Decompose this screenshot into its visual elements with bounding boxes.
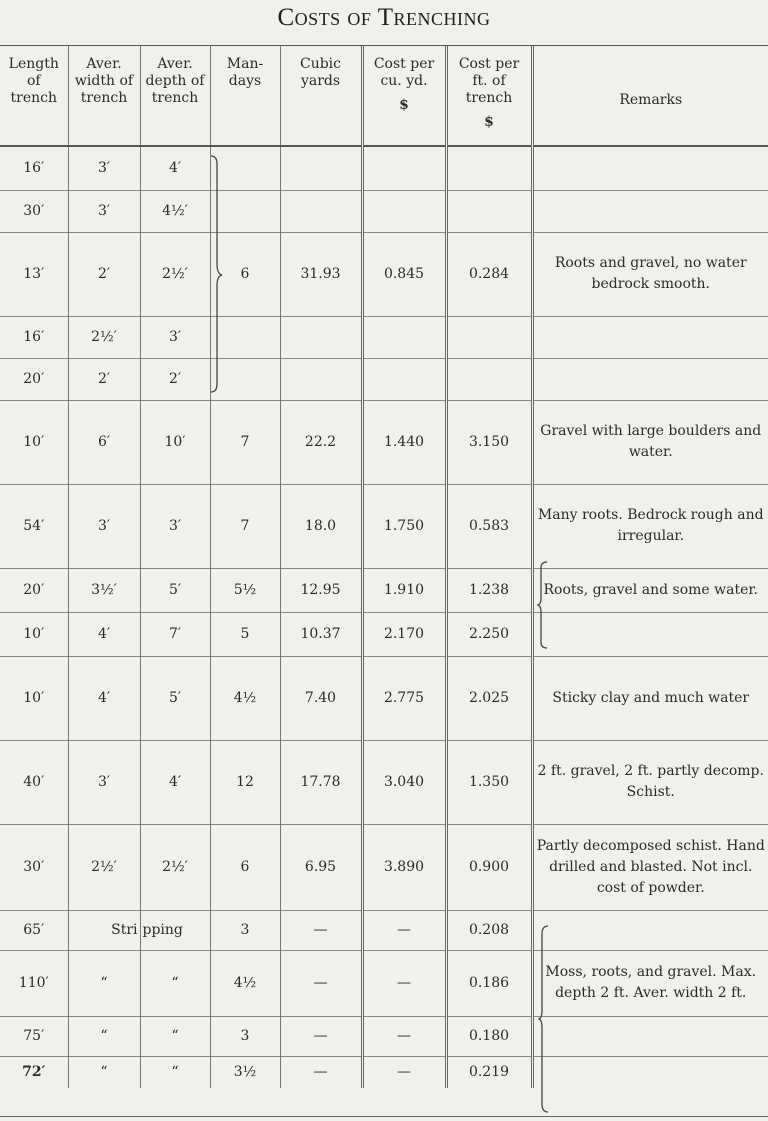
cell-cost-per-foot: 0.180 xyxy=(446,1016,532,1056)
cell-mandays: 3½ xyxy=(210,1056,280,1088)
table-row xyxy=(0,484,768,568)
cell-depth: 2′ xyxy=(140,358,210,400)
cell-remarks xyxy=(532,1016,768,1056)
cell-cost-per-foot: 3.150 xyxy=(446,400,532,484)
cell-cubic-yards: — xyxy=(280,1016,362,1056)
cell-cubic-yards: — xyxy=(280,910,362,950)
bottom-rule xyxy=(0,1116,768,1117)
table-row xyxy=(0,824,768,910)
cell-length: 65′ xyxy=(0,910,68,950)
cell-depth: 2½′ xyxy=(140,232,210,316)
cell-remarks: 2 ft. gravel, 2 ft. partly decomp. Schist. xyxy=(537,763,764,800)
cell-depth: 10′ xyxy=(140,400,210,484)
cell-cost-per-foot: 1.238 xyxy=(446,568,532,612)
cell-mandays: 3 xyxy=(210,910,280,950)
cell-cost-per-foot: 0.186 xyxy=(446,950,532,1016)
table-row xyxy=(0,358,768,400)
cell-mandays: 6 xyxy=(210,232,280,316)
cell-cubic-yards: 18.0 xyxy=(280,484,362,568)
cell-depth: 5′ xyxy=(140,568,210,612)
cell-remarks xyxy=(532,190,768,232)
cell-depth: 2½′ xyxy=(140,824,210,910)
cell-cost-per-yard: 1.440 xyxy=(362,400,446,484)
cell-cost-per-yard: — xyxy=(362,1056,446,1088)
cell-width: 4′ xyxy=(68,612,140,656)
left-brace-icon xyxy=(537,560,549,650)
table-row xyxy=(0,400,768,484)
header-cost-per-foot xyxy=(446,46,532,146)
trenching-cost-table xyxy=(0,46,768,1088)
cell-cost-per-foot xyxy=(446,190,532,232)
cell-mandays: 7 xyxy=(210,484,280,568)
table-row xyxy=(0,612,768,656)
table-row xyxy=(0,232,768,316)
cell-length: 10′ xyxy=(0,400,68,484)
cell-cost-per-yard xyxy=(362,316,446,358)
header-depth: Aver. depth of trench xyxy=(140,46,210,146)
cell-width: 3′ xyxy=(68,146,140,190)
cell-width: 3′ xyxy=(68,190,140,232)
cell-length: 13′ xyxy=(0,232,68,316)
table-row xyxy=(0,740,768,824)
cell-cost-per-foot: 2.250 xyxy=(446,612,532,656)
cell-width: 6′ xyxy=(68,400,140,484)
table-row xyxy=(0,1016,768,1056)
cell-width: “ xyxy=(68,1056,140,1088)
cell-depth: 4′ xyxy=(140,146,210,190)
cell-width: 2′ xyxy=(68,232,140,316)
header-length: Length of trench xyxy=(0,46,68,146)
cell-length: 16′ xyxy=(0,316,68,358)
cell-width: 3′ xyxy=(68,484,140,568)
cell-cubic-yards: — xyxy=(280,950,362,1016)
cell-cost-per-foot: 0.900 xyxy=(446,824,532,910)
header-remarks: Remarks xyxy=(619,92,683,108)
table-row xyxy=(0,656,768,740)
cell-cost-per-foot: 0.208 xyxy=(446,910,532,950)
cell-length: 10′ xyxy=(0,612,68,656)
left-brace-icon xyxy=(538,924,550,1114)
cell-width: “ xyxy=(68,950,140,1016)
cell-width: “ xyxy=(68,1016,140,1056)
cell-mandays: 5 xyxy=(210,612,280,656)
cell-length: 20′ xyxy=(0,358,68,400)
cell-cubic-yards: 10.37 xyxy=(280,612,362,656)
cell-depth: “ xyxy=(140,950,210,1016)
header-cubic-yards: Cubic yards xyxy=(280,46,362,146)
cell-width: 2′ xyxy=(68,358,140,400)
header-dollar-sign: $ xyxy=(484,114,494,130)
cell-remarks: Moss, roots, and gravel. Max. depth 2 ft. Aver. width 2 ft. xyxy=(545,964,757,1001)
table-row xyxy=(0,316,768,358)
cell-cost-per-foot: 0.284 xyxy=(446,232,532,316)
header-cost-per-foot-label: Cost per ft. of trench xyxy=(458,56,520,106)
cell-width: 4′ xyxy=(68,656,140,740)
table-row xyxy=(0,1056,768,1088)
cell-depth: “ xyxy=(140,1056,210,1088)
cell-cubic-yards: 17.78 xyxy=(280,740,362,824)
cell-length: 30′ xyxy=(0,190,68,232)
cell-cost-per-yard xyxy=(362,358,446,400)
cell-length: 40′ xyxy=(0,740,68,824)
cell-width: 2½′ xyxy=(68,316,140,358)
cell-width: 3′ xyxy=(68,740,140,824)
cell-depth: 3′ xyxy=(140,484,210,568)
cell-mandays: 3 xyxy=(210,1016,280,1056)
cell-width: 3½′ xyxy=(68,568,140,612)
cell-mandays: 4½ xyxy=(210,950,280,1016)
cell-mandays: 12 xyxy=(210,740,280,824)
table-row xyxy=(0,146,768,190)
header-cost-per-yard-label: Cost per cu. yd. xyxy=(373,56,435,89)
right-brace-icon xyxy=(209,154,223,394)
cell-length: 20′ xyxy=(0,568,68,612)
cell-cost-per-yard: — xyxy=(362,1016,446,1056)
cell-depth: 3′ xyxy=(140,316,210,358)
header-mandays: Man-days xyxy=(210,46,280,146)
cell-remarks xyxy=(532,316,768,358)
cell-cost-per-yard: 3.890 xyxy=(362,824,446,910)
cell-cost-per-foot: 2.025 xyxy=(446,656,532,740)
cell-remarks: Sticky clay and much water xyxy=(552,689,750,706)
cell-length: 30′ xyxy=(0,824,68,910)
table-row xyxy=(0,910,768,950)
cell-cost-per-yard xyxy=(362,146,446,190)
cell-cost-per-yard: 2.170 xyxy=(362,612,446,656)
cell-cost-per-yard: 3.040 xyxy=(362,740,446,824)
cell-cost-per-foot: 0.219 xyxy=(446,1056,532,1088)
cell-mandays: 4½ xyxy=(210,656,280,740)
cell-depth: pping xyxy=(140,910,210,950)
cell-cubic-yards: 31.93 xyxy=(280,232,362,316)
cell-length: 54′ xyxy=(0,484,68,568)
page-title: Costs of Trenching xyxy=(277,4,491,31)
cell-depth: 7′ xyxy=(140,612,210,656)
cell-cubic-yards: 22.2 xyxy=(280,400,362,484)
table-row xyxy=(0,190,768,232)
cell-depth: 4′ xyxy=(140,740,210,824)
brace-rows-1-5 xyxy=(209,154,223,394)
header-dollar-sign: $ xyxy=(399,97,409,113)
cell-depth: 4½′ xyxy=(140,190,210,232)
cell-depth: 5′ xyxy=(140,656,210,740)
cell-remarks: Many roots. Bedrock rough and irregular. xyxy=(537,507,764,544)
cell-length: 10′ xyxy=(0,656,68,740)
cell-remarks: Gravel with large boulders and water. xyxy=(540,423,762,460)
cell-cubic-yards xyxy=(280,146,362,190)
cell-cubic-yards: 12.95 xyxy=(280,568,362,612)
cell-mandays: 7 xyxy=(210,400,280,484)
cell-length: 75′ xyxy=(0,1016,68,1056)
cell-cubic-yards xyxy=(280,358,362,400)
cell-cubic-yards: 7.40 xyxy=(280,656,362,740)
cell-width: 2½′ xyxy=(68,824,140,910)
cell-cost-per-yard: 1.750 xyxy=(362,484,446,568)
cell-cost-per-yard: 1.910 xyxy=(362,568,446,612)
cell-cost-per-foot xyxy=(446,316,532,358)
cell-cost-per-yard xyxy=(362,190,446,232)
cell-remarks xyxy=(532,910,768,950)
cell-remarks xyxy=(532,146,768,190)
cell-mandays: 6 xyxy=(210,824,280,910)
cell-cubic-yards xyxy=(280,190,362,232)
brace-rows-13-16 xyxy=(538,924,550,1114)
cell-cost-per-yard: 2.775 xyxy=(362,656,446,740)
cell-remarks: Roots, gravel and some water. xyxy=(543,581,758,598)
cell-cost-per-foot: 1.350 xyxy=(446,740,532,824)
cell-cost-per-yard: — xyxy=(362,910,446,950)
cell-mandays: 5½ xyxy=(210,568,280,612)
cell-cubic-yards: 6.95 xyxy=(280,824,362,910)
cell-length: 72′ xyxy=(0,1056,68,1088)
cell-remarks xyxy=(532,1056,768,1088)
cell-width: Stri xyxy=(68,910,140,950)
cell-cost-per-foot: 0.583 xyxy=(446,484,532,568)
cell-cost-per-yard: 0.845 xyxy=(362,232,446,316)
cell-cubic-yards: — xyxy=(280,1056,362,1088)
cell-cost-per-yard: — xyxy=(362,950,446,1016)
cell-cubic-yards xyxy=(280,316,362,358)
header-cost-per-yard xyxy=(362,46,446,146)
cell-cost-per-foot xyxy=(446,358,532,400)
cell-remarks xyxy=(532,612,768,656)
table-row xyxy=(0,568,768,612)
cell-remarks xyxy=(532,358,768,400)
cell-remarks: Roots and gravel, no water bedrock smooth. xyxy=(554,255,747,292)
cell-length: 110′ xyxy=(0,950,68,1016)
table-row xyxy=(0,950,768,1016)
cell-length: 16′ xyxy=(0,146,68,190)
header-width: Aver. width of trench xyxy=(68,46,140,146)
cell-remarks: Partly decomposed schist. Hand drilled and blasted. Not incl. cost of powder. xyxy=(536,837,765,896)
brace-rows-8-9 xyxy=(537,560,549,650)
cell-cost-per-foot xyxy=(446,146,532,190)
cell-depth: “ xyxy=(140,1016,210,1056)
